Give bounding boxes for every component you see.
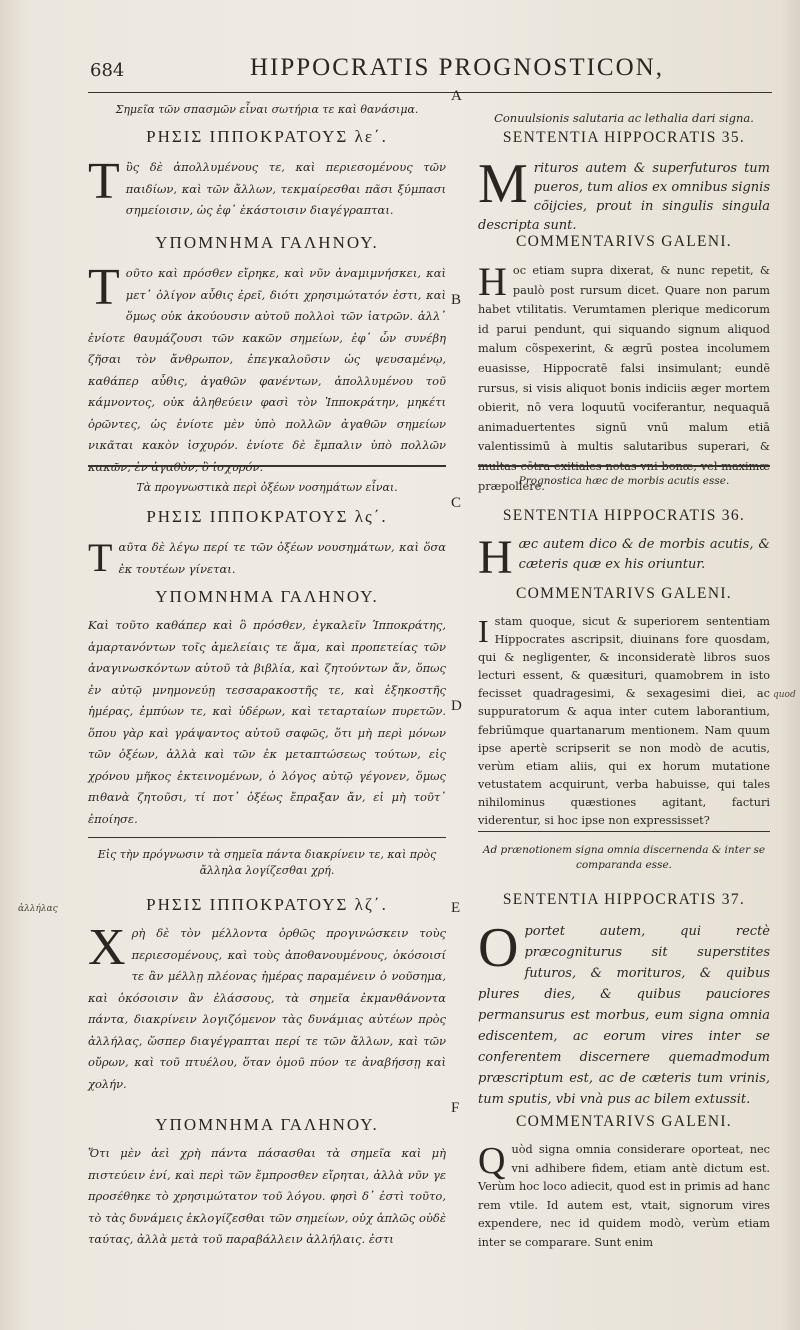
latin-text-1 xyxy=(478,153,770,233)
latin-rule-2 xyxy=(478,831,770,832)
drop-cap: T xyxy=(88,259,120,316)
latin-summary-1: Conuulsionis salutaria ac lethalia dari signa. xyxy=(494,111,754,125)
drop-cap: H xyxy=(478,259,507,304)
latin-heading-1: SENTENTIA HIPPOCRATIS 35. xyxy=(502,129,746,146)
greek-text-2 xyxy=(88,537,446,583)
margin-note-right: quod xyxy=(773,690,796,700)
latin-comm-heading-2: COMMENTARIVS GALENI. xyxy=(516,585,732,602)
latin-text-3 xyxy=(478,917,770,1111)
greek-comm-heading-1: ΥΠΟΜΝΗΜΑ ΓΑΛΗΝΟΥ. xyxy=(155,233,379,252)
greek-comm-heading-2: ΥΠΟΜΝΗΜΑ ΓΑΛΗΝΟΥ. xyxy=(155,587,379,606)
page-number: 684 xyxy=(90,60,125,81)
greek-rule-1 xyxy=(88,465,446,467)
latin-comm-heading-3: COMMENTARIVS GALENI. xyxy=(516,1113,732,1130)
latin-rule-1 xyxy=(478,465,770,467)
greek-text-3 xyxy=(88,919,446,1117)
greek-comm-1 xyxy=(88,259,446,474)
greek-comm-2-body: Καὶ τοῦτο καθάπερ καὶ ὃ πρόσθεν, ἐγκαλεῖν Ἱπποκράτης, ἁμαρτανόντων τοῖς ἀμελείαις τε ἅμα, καὶ προπετείας τῶν ἀναγινωσκόντων αὐτοῦ τὰ βιβλία, καὶ ζητούντων ἄν, ὅπως ἐν αὐτῷ μνημονεύῃ τεσσαρακοστῆς τε, καὶ ἑξηκοστῆς ἡμέρας, ἐμπύων τε, καὶ ὑδέρων, καὶ τεταρταίων πυρετῶν. ὅπου γὰρ καὶ γράψαντος αὐτοῦ σαφῶς, ὅτι μὴ περὶ μόνων τῶν ὀξέων, ἀλλὰ καὶ τῶν ἐκ μεταπτώσεως τούτων, εἰς χρόνου μῆκος ἐκτεινομένων, ὁ λόγος αὐτῷ γέγονεν, ὅμως πιθανὰ ζητοῦσι, τί ποτ᾽ ὀξέως ἔπραξαν ἄν, εἰ μὴ τοῦτ᾽ ἐποίησε. xyxy=(88,618,446,826)
greek-comm-1-body: οῦτο καὶ πρόσθεν εἴρηκε, καὶ νῦν ἀναμιμνήσκει, καὶ μετ᾽ ὀλίγον αὖθις ἐρεῖ, διότι χρησιμώτατόν ἐστι, καὶ ὅμως οὐκ ἀκούουσιν αὐτοῦ πολλοὶ τῶν ἰατρῶν. ἀλλ᾽ ἐνίοτε θαυμάζουσι τῶν κακῶν σημείων, ἐφ᾽ ὧν συνέβη ζῆσαι τὸν ἄνθρωπον, ἐπεγκαλοῦσιν ὡς ψευσαμένῳ, καθάπερ αὖθις, ἀγαθῶν φανέντων, ἀπολλυμένου τοῦ κάμνοντος, οὐκ ἀληθεύειν φασὶ τὸν Ἱπποκράτην, μηκέτι ὁρῶντες, ὡς ἐνίοτε μὲν ὑπὸ πολλῶν ἀγαθῶν σημείων νικᾶται κακὸν ἰσχυρόν. ἐνίοτε δὲ ἔμπαλιν ὑπὸ πολλῶν κακῶν, ἐν ἀγαθὸν, ὃ ἰσχυρόν. xyxy=(88,266,446,474)
latin-summary-2: Prognostica hæc de morbis acutis esse. xyxy=(518,475,730,487)
greek-heading-1: ΡΗΣΙΣ ΙΠΠΟΚΡΑΤΟΥΣ λε΄. xyxy=(146,127,388,146)
drop-cap: I xyxy=(478,613,489,649)
latin-comm-3 xyxy=(478,1141,770,1275)
greek-summary-1: Σημεῖα τῶν σπασμῶν εἶναι σωτήρια τε καὶ θανάσιμα. xyxy=(115,103,419,116)
greek-comm-2 xyxy=(88,615,446,833)
drop-cap: Q xyxy=(478,1140,506,1182)
greek-heading-2: ΡΗΣΙΣ ΙΠΠΟΚΡΑΤΟΥΣ λς΄. xyxy=(146,507,388,526)
latin-comm-heading-1: COMMENTARIVS GALENI. xyxy=(516,233,732,250)
latin-text-3-body: portet autem, qui rectè præcogniturus sit superstites futuros, & morituros, & quibus plures dies, & quibus pauciores permansurus est morbus, eum signa omnia ediscentem, ac eorum vires inter se conferentem discernere quemadmodum præscriptum est, ac de cæteris tum vrinis, tum sputis, vbi vnà pus ac bilem extussit. xyxy=(478,924,770,1107)
latin-text-2 xyxy=(478,531,770,584)
running-title: HIPPOCRATIS PROGNOSTICON, xyxy=(250,54,664,81)
latin-heading-3: SENTENTIA HIPPOCRATIS 37. xyxy=(502,891,746,908)
greek-text-1-body: ὓς δὲ ἀπολλυμένους τε, καὶ περιεσομένους τῶν παιδίων, καὶ τῶν ἄλλων, τεκμαίρεσθαι πᾶσι ξύμπασι σημείοισιν, ὡς ἐφ᾽ ἑκάστοισιν διαγέγραπται. xyxy=(125,160,446,217)
greek-comm-3 xyxy=(88,1143,446,1275)
latin-comm-1-body: oc etiam supra dixerat, & nunc repetit, & paulò post rursum dicet. Quare non parum habet vtilitatis. Verumtamen plerique medicorum id parui pendunt, qui siquando signum aliquod malum cõspexerint, & ægrū postea incolumem euasisse, Hippocratē falsi insimulant; eundē rursus, si visis aliquot bonis indiciis æger mortem obierit, nō vera loquutū vociferantur, nequaquā animaduertentes signū vnū malum etiā valentissimū à multis salutaribus superari, & multas cōtra exitiales notas vni bonæ, vel maximæ præpollere. xyxy=(478,264,770,493)
latin-text-1-body: rituros autem & superfuturos tum pueros, tum alios ex omnibus signis cõijcies, prout in singulis singula descripta sunt. xyxy=(478,161,770,233)
latin-comm-3-body: uòd signa omnia considerare oporteat, nec vni adhibere fidem, etiam antè dictum est. Verùm hoc loco adiecit, quod est in primis ad hanc rem vtile. Id autem est, vtait, signorum vires expendere, nec id quidem modò, verùm etiam inter se comparare. Sunt enim xyxy=(478,1143,770,1249)
drop-cap: H xyxy=(478,531,513,584)
greek-summary-2: Τὰ προγνωστικὰ περὶ ὀξέων νοσημάτων εἶναι. xyxy=(136,481,398,494)
header-rule xyxy=(88,92,772,93)
margin-letter-c: C xyxy=(451,495,462,511)
greek-text-2-body: αῦτα δὲ λέγω περί τε τῶν ὀξέων νουσημάτων, καὶ ὅσα ἐκ τουτέων γίνεται. xyxy=(118,540,446,576)
latin-text-2-body: æc autem dico & de morbis acutis, & cæteris quæ ex his oriuntur. xyxy=(518,537,770,572)
drop-cap: O xyxy=(478,917,519,979)
latin-heading-2: SENTENTIA HIPPOCRATIS 36. xyxy=(502,507,746,524)
drop-cap: T xyxy=(88,535,113,580)
margin-letter-b: B xyxy=(451,292,462,308)
greek-rule-2 xyxy=(88,837,446,838)
greek-summary-3: Εἰς τὴν πρόγνωσιν τὰ σημεῖα πάντα διακρίνειν τε, καὶ πρὸς ἄλληλα λογίζεσθαι χρή. xyxy=(97,848,437,877)
latin-summary-3: Ad prænotionem signa omnia discernenda & inter se comparanda esse. xyxy=(482,844,766,871)
drop-cap: X xyxy=(88,919,126,976)
page-header xyxy=(90,50,770,90)
greek-text-3-body: ρὴ δὲ τὸν μέλλοντα ὀρθῶς προγινώσκειν τοὺς περιεσομένους, καὶ τοὺς ἀποθανουμένους, ὁκόσοισί τε ἂν μέλλῃ πλέονας ἡμέρας παραμένειν ὁ νοῦσημα, καὶ ὁκόσοισιν ἂν ἐλάσσους, τὰ σημεῖα ἐκμανθάνοντα πάντα, διακρίνειν λογιζόμενον τὰς δυνάμιας αὐτέων πρὸς ἀλλήλας, ὥσπερ διαγέγραπται περί τε τῶν ἄλλων, καὶ τῶν οὔρων, καὶ τοῦ πτυέλου, ὅταν ὁμοῦ πύον τε ἀναβήσσῃ καὶ χολήν. xyxy=(88,926,446,1091)
margin-letter-d: D xyxy=(451,698,462,714)
margin-letter-a: A xyxy=(451,88,462,104)
drop-cap: M xyxy=(478,153,528,215)
latin-comm-2 xyxy=(478,613,770,831)
drop-cap: T xyxy=(88,153,120,210)
margin-letter-e: E xyxy=(451,900,461,916)
greek-heading-3: ΡΗΣΙΣ ΙΠΠΟΚΡΑΤΟΥΣ λζ΄. xyxy=(146,895,388,914)
margin-note-left: ἀλλήλας xyxy=(18,904,58,914)
greek-comm-3-body: Ὅτι μὲν ἀεὶ χρὴ πάντα πάσασθαι τὰ σημεῖα καὶ μὴ πιστεύειν ἑνί, καὶ περὶ τῶν ἔμπροσθεν εἴρηται, ἀλλὰ νῦν γε προσέθηκε τὸ χρησιμώτατον τοῦ λόγου. φησὶ δ᾽ ἐστὶ τοῦτο, τὸ τὰς δυνάμεις ἐκλογίζεσθαι τῶν σημείων, οὐχ ἁπλῶς οὐδὲ ταύτας, ἀλλὰ μετὰ τοῦ παραβάλλειν ἀλλήλαις. ἐστι xyxy=(88,1146,446,1246)
greek-comm-heading-3: ΥΠΟΜΝΗΜΑ ΓΑΛΗΝΟΥ. xyxy=(155,1115,379,1134)
greek-text-1 xyxy=(88,153,446,227)
latin-comm-2-body: stam quoque, sicut & superiorem sententiam Hippocrates ascripsit, diuinans fore quosdam, qui & negligenter, & inconsideratè libros suos lecturi essent, & quæsituri, quamobrem in isto fecisset quadragesimi, & sexagesimi diei, ac suppuratorum & aqua inter cutem laborantium, febriūmque quartanarum mentionem. Nam quum ipse apertè scripserit se non modò de acutis, verùm etiam aliis, qui ex horum mutatione vetustatem acquirunt, verba habuisse, qui tales nihilominus quæstiones agitant, facturi viderentur, si hoc ipse non expressisset? xyxy=(478,615,770,828)
margin-letter-f: F xyxy=(451,1100,460,1116)
